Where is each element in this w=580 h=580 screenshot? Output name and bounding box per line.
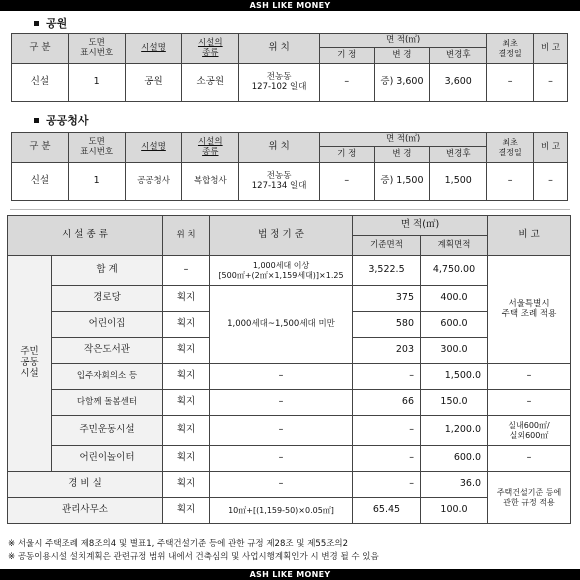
fac-row-note: – — [488, 446, 571, 472]
park-hdr-name: 시설명 — [125, 34, 182, 64]
fac-row-law: 1,000세대 이상 [500㎡+(2㎡×1,159세대)]×1.25 — [210, 256, 353, 286]
fac-row-base: 3,522.5 — [353, 256, 421, 286]
park-row-note: – — [534, 64, 568, 102]
fac-guard-note: 주택건설기준 등에 관한 규정 적용 — [488, 472, 571, 524]
office-row-existing: – — [320, 163, 375, 201]
footnotes — [8, 538, 574, 564]
fac-mgmt-base: 65.45 — [353, 498, 421, 524]
fac-hdr-law: 법 정 기 준 — [210, 216, 353, 256]
fac-guard-name: 경 비 실 — [8, 472, 163, 498]
fac-hdr-base: 기준면적 — [353, 236, 421, 256]
park-hdr-kind: 시설의 종류 — [182, 34, 239, 64]
fac-row-loc: 획지 — [163, 390, 210, 416]
park-hdr-area: 면 적(㎡) — [320, 34, 487, 48]
fac-row-plan: 300.0 — [421, 338, 488, 364]
office-hdr-num: 도면 표시번호 — [68, 133, 125, 163]
park-heading-label: 공원 — [46, 17, 68, 30]
office-hdr-after: 변경후 — [430, 147, 487, 163]
fac-row-note: 실내600㎡/ 실외600㎡ — [488, 416, 571, 446]
park-hdr-first-date: 최초 결정일 — [487, 34, 534, 64]
office-row-kind: 복합청사 — [182, 163, 239, 201]
fac-row-base: 203 — [353, 338, 421, 364]
office-hdr-area: 면 적(㎡) — [320, 133, 487, 147]
fac-guard-plan: 36.0 — [421, 472, 488, 498]
fac-mgmt-law: 10㎡+[(1,159-50)×0.05㎡] — [210, 498, 353, 524]
park-row-num: 1 — [68, 64, 125, 102]
fac-row-base: – — [353, 446, 421, 472]
park-hdr-type: 구 분 — [12, 34, 69, 64]
fac-row-plan: 1,500.0 — [421, 364, 488, 390]
fac-hdr-plan: 계획면적 — [421, 236, 488, 256]
fac-row-name: 어린이놀이터 — [52, 446, 163, 472]
park-row-existing: – — [320, 64, 375, 102]
park-row-change: 증) 3,600 — [374, 64, 430, 102]
office-row-after: 1,500 — [430, 163, 487, 201]
fac-row-base: 66 — [353, 390, 421, 416]
office-heading — [34, 112, 89, 128]
fac-row-name: 경로당 — [52, 286, 163, 312]
fac-guard-law: – — [210, 472, 353, 498]
fac-row-name: 작은도서관 — [52, 338, 163, 364]
office-row-first-date: – — [487, 163, 534, 201]
fac-row-loc: 획지 — [163, 286, 210, 312]
footnote: ※ 공동이용시설 설치계획은 관련규정 범위 내에서 건축심의 및 사업시행계획인가 시 변경 될 수 있음 — [8, 552, 379, 562]
park-row-location: 전농동 127-102 일대 — [239, 64, 320, 102]
fac-row-loc: 획지 — [163, 364, 210, 390]
fac-row-loc: – — [163, 256, 210, 286]
fac-row-plan: 400.0 — [421, 286, 488, 312]
office-hdr-kind: 시설의 종류 — [182, 133, 239, 163]
fac-row-name: 합 계 — [52, 256, 163, 286]
bullet-icon — [34, 21, 39, 26]
park-hdr-existing: 기 정 — [320, 48, 375, 64]
park-table — [11, 33, 568, 102]
fac-row-plan: 1,200.0 — [421, 416, 488, 446]
fac-guard-base: – — [353, 472, 421, 498]
park-row-type: 신설 — [12, 64, 69, 102]
office-hdr-note: 비 고 — [534, 133, 568, 163]
park-row-name: 공원 — [125, 64, 182, 102]
fac-row-base: 375 — [353, 286, 421, 312]
fac-row-note: – — [488, 390, 571, 416]
fac-row-base: 580 — [353, 312, 421, 338]
section-divider — [10, 209, 570, 210]
watermark-top: ASH LIKE MONEY — [0, 0, 580, 11]
fac-row-loc: 획지 — [163, 338, 210, 364]
office-row-location: 전농동 127-134 일대 — [239, 163, 320, 201]
fac-row-loc: 획지 — [163, 446, 210, 472]
office-hdr-location: 위 치 — [239, 133, 320, 163]
office-row-type: 신설 — [12, 163, 69, 201]
park-hdr-location: 위 치 — [239, 34, 320, 64]
fac-mgmt-name: 관리사무소 — [8, 498, 163, 524]
fac-row-loc: 획지 — [163, 312, 210, 338]
office-hdr-change: 변 경 — [374, 147, 430, 163]
fac-row-law: – — [210, 446, 353, 472]
fac-row-law: – — [210, 390, 353, 416]
facilities-table — [7, 215, 571, 524]
fac-group-label: 주민 공동 시설 — [8, 256, 52, 472]
fac-hdr-loc: 위 치 — [163, 216, 210, 256]
office-row-name: 공공청사 — [125, 163, 182, 201]
fac-row-name: 주민운동시설 — [52, 416, 163, 446]
fac-row-plan: 600.0 — [421, 446, 488, 472]
office-table — [11, 132, 568, 201]
fac-row-law: 1,000세대~1,500세대 미만 — [210, 286, 353, 364]
park-hdr-after: 변경후 — [430, 48, 487, 64]
office-hdr-first-date: 최초 결정일 — [487, 133, 534, 163]
office-row-change: 증) 1,500 — [374, 163, 430, 201]
fac-row-plan: 150.0 — [421, 390, 488, 416]
park-hdr-note: 비 고 — [534, 34, 568, 64]
office-hdr-type: 구 분 — [12, 133, 69, 163]
fac-hdr-note: 비 고 — [488, 216, 571, 256]
park-heading — [34, 15, 67, 31]
fac-row-base: – — [353, 364, 421, 390]
office-hdr-name: 시설명 — [125, 133, 182, 163]
fac-row-note: 서울특별시 주택 조례 적용 — [488, 256, 571, 364]
office-heading-label: 공공청사 — [46, 114, 89, 127]
park-hdr-change: 변 경 — [374, 48, 430, 64]
fac-row-loc: 획지 — [163, 416, 210, 446]
fac-row-law: – — [210, 416, 353, 446]
footnote: ※ 서울시 주택조례 제8조의4 및 별표1, 주택건설기준 등에 관한 규정 제28조 및 제55조의2 — [8, 539, 349, 549]
fac-hdr-kind: 시 설 종 류 — [8, 216, 163, 256]
office-hdr-existing: 기 정 — [320, 147, 375, 163]
office-row-num: 1 — [68, 163, 125, 201]
office-row-note: – — [534, 163, 568, 201]
fac-row-plan: 600.0 — [421, 312, 488, 338]
park-hdr-num: 도면 표시번호 — [68, 34, 125, 64]
fac-row-note: – — [488, 364, 571, 390]
fac-row-name: 입주자회의소 등 — [52, 364, 163, 390]
fac-row-law: – — [210, 364, 353, 390]
fac-row-base: – — [353, 416, 421, 446]
watermark-bottom: ASH LIKE MONEY — [0, 569, 580, 580]
fac-row-name: 다함께 돌봄센터 — [52, 390, 163, 416]
park-row-first-date: – — [487, 64, 534, 102]
park-row-kind: 소공원 — [182, 64, 239, 102]
bullet-icon — [34, 118, 39, 123]
fac-mgmt-loc: 획지 — [163, 498, 210, 524]
fac-row-plan: 4,750.00 — [421, 256, 488, 286]
fac-guard-loc: 획지 — [163, 472, 210, 498]
fac-mgmt-plan: 100.0 — [421, 498, 488, 524]
fac-hdr-area: 면 적(㎡) — [353, 216, 488, 236]
fac-row-name: 어린이집 — [52, 312, 163, 338]
park-row-after: 3,600 — [430, 64, 487, 102]
